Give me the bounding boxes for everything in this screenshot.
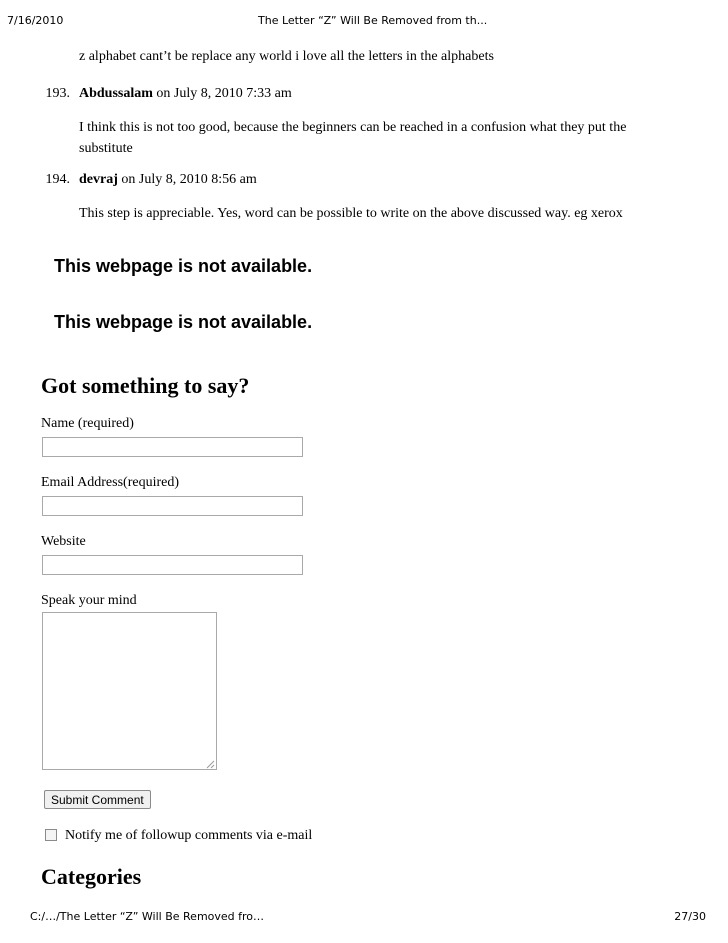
comment-body: [79, 203, 623, 224]
print-page-number: 27/30: [674, 910, 706, 923]
print-header: [0, 0, 728, 34]
comment-number: 193.: [45, 86, 70, 101]
print-date: 7/16/2010: [7, 14, 64, 27]
print-title: The Letter “Z” Will Be Removed from th...: [258, 14, 488, 27]
page-not-available-message: This webpage is not available.: [54, 256, 313, 276]
submit-comment-button[interactable]: Submit Comment: [44, 790, 151, 809]
email-input[interactable]: [42, 496, 303, 516]
resize-grip-icon[interactable]: [206, 760, 215, 769]
comment-form-heading: Got something to say?: [41, 373, 250, 398]
comment-date: on July 8, 2010 7:33 am: [156, 86, 292, 101]
name-input[interactable]: [42, 437, 303, 457]
comment-author: devraj: [79, 172, 118, 187]
website-input[interactable]: [42, 555, 303, 575]
comment-number: 194.: [45, 172, 70, 187]
categories-heading: Categories: [41, 864, 142, 889]
comment-body: [79, 117, 626, 159]
comment-meta: [79, 86, 292, 102]
email-label: Email Address(required): [41, 475, 180, 490]
comment-meta: [79, 172, 257, 188]
print-footer: [0, 908, 728, 943]
comment-author: Abdussalam: [79, 86, 153, 101]
comment-date: on July 8, 2010 8:56 am: [121, 172, 257, 187]
comment-textarea[interactable]: [42, 612, 217, 770]
print-file-path: C:/…/The Letter “Z” Will Be Removed fro…: [30, 910, 265, 923]
comment-body-previous: z alphabet cant’t be replace any world i love all the letters in the alphabets: [79, 49, 494, 64]
comment-label: Speak your mind: [41, 593, 137, 608]
notify-checkbox[interactable]: [45, 829, 57, 841]
notify-label: Notify me of followup comments via e-mail: [65, 828, 313, 843]
comment-body-line: This step is appreciable. Yes, word can be possible to write on the above discussed way. eg xerox: [79, 206, 623, 221]
comment-body-line: substitute: [79, 141, 133, 156]
website-label: Website: [41, 534, 86, 549]
page-not-available-message: This webpage is not available.: [54, 312, 313, 332]
comment-body-line: I think this is not too good, because the beginners can be reached in a confusion what they put the: [79, 120, 627, 135]
name-label: Name (required): [41, 416, 134, 431]
